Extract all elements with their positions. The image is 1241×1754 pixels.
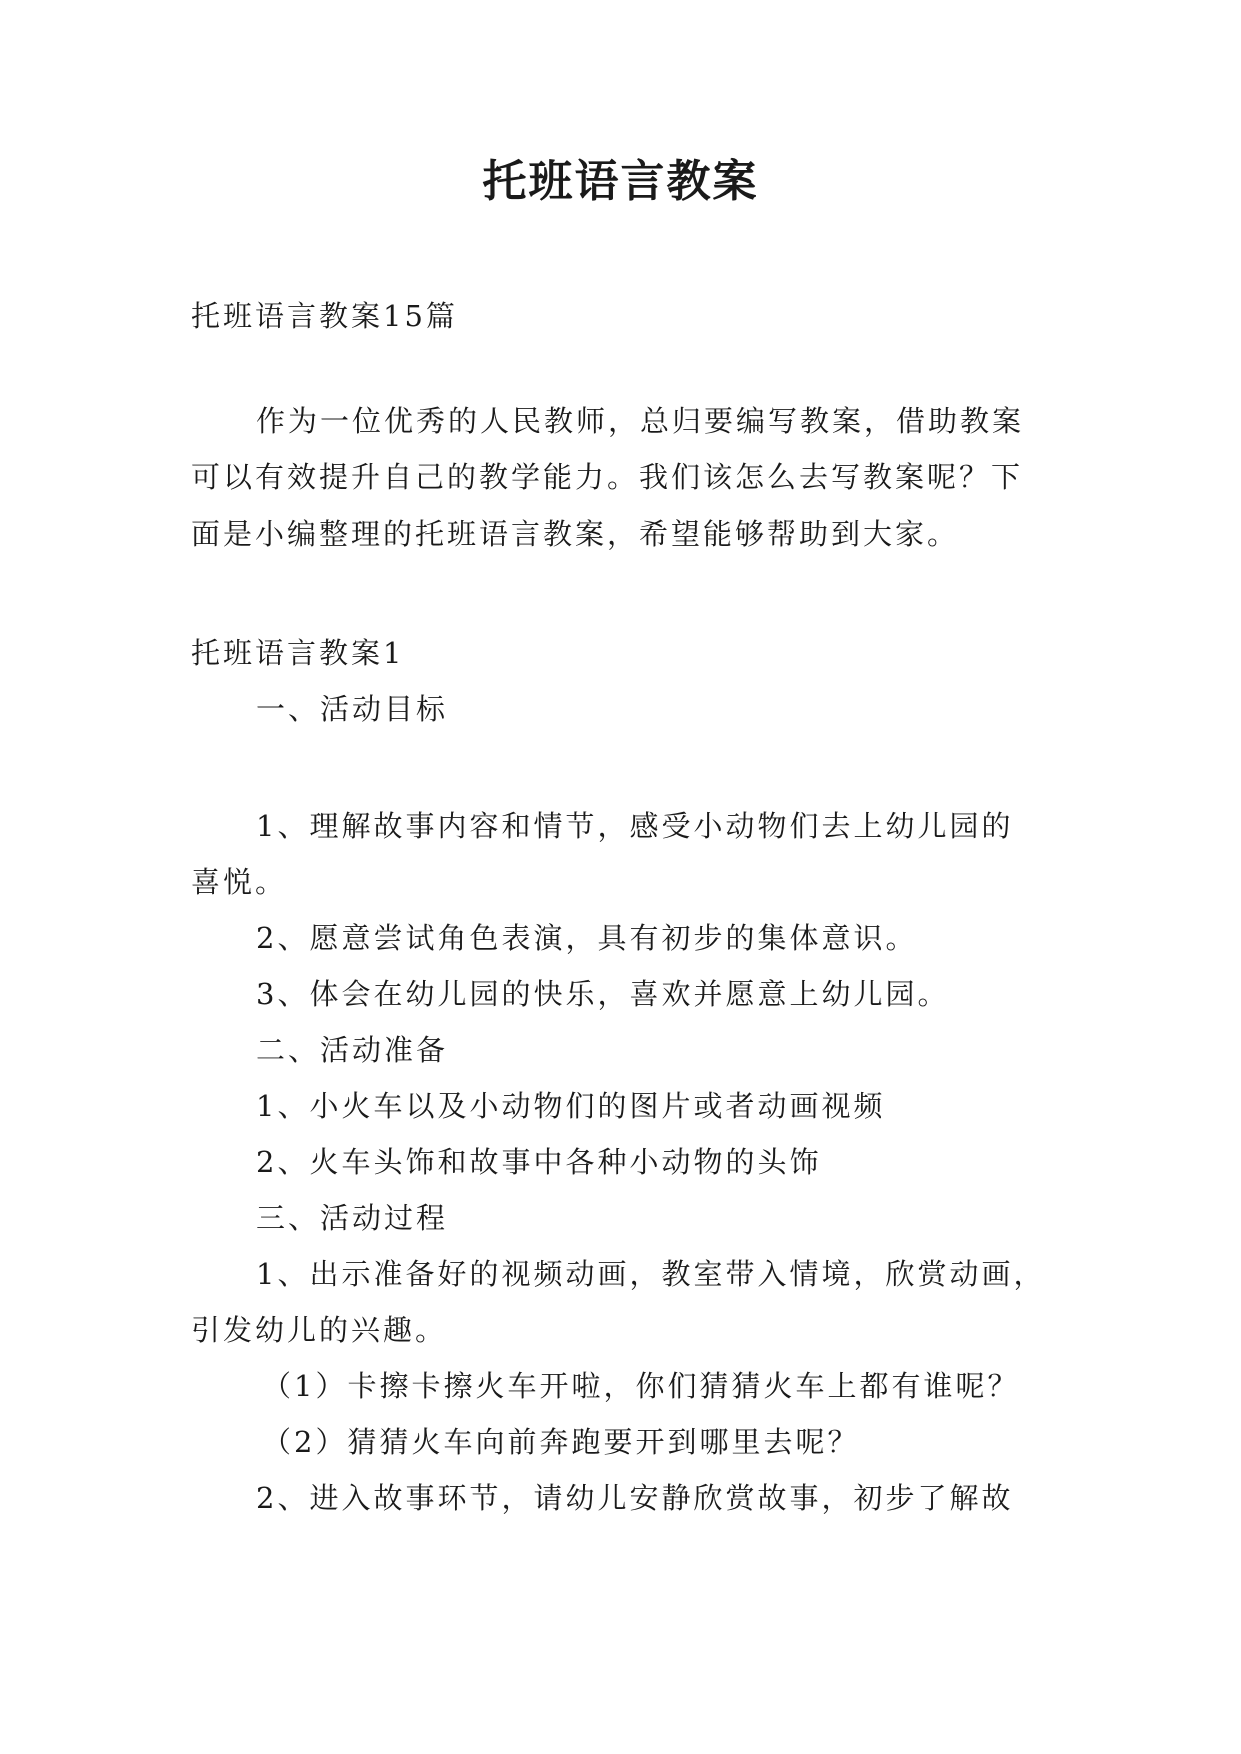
document-title: 托班语言教案 [482,156,759,207]
goal-item-3: 3、体会在幼儿园的快乐，喜欢并愿意上幼儿园。 [256,977,950,1011]
prep-item-2: 2、火车头饰和故事中各种小动物的头饰 [256,1145,822,1179]
process-sub-item-2: （2）猜猜火车向前奔跑要开到哪里去呢？ [262,1425,860,1459]
process-item-1-cont: 引发幼儿的兴趣。 [191,1313,448,1347]
process-item-1: 1、出示准备好的视频动画，教室带入情境，欣赏动画， [256,1257,1046,1291]
goal-item-2: 2、愿意尝试角色表演，具有初步的集体意识。 [256,921,918,955]
process-sub-item-1: （1）卡擦卡擦火车开啦，你们猜猜火车上都有谁呢？ [262,1369,1020,1403]
section-heading: 托班语言教案1 [191,636,405,670]
process-item-2: 2、进入故事环节，请幼儿安静欣赏故事，初步了解故 [256,1481,1014,1515]
intro-line-1: 作为一位优秀的人民教师，总归要编写教案，借助教案 [256,404,1025,438]
intro-line-3: 面是小编整理的托班语言教案，希望能够帮助到大家。 [191,517,960,551]
goal-item-1-cont: 喜悦。 [191,865,288,899]
process-heading: 三、活动过程 [256,1201,449,1235]
document-subtitle: 托班语言教案15篇 [191,299,458,333]
goal-item-1: 1、理解故事内容和情节，感受小动物们去上幼儿园的 [256,809,1014,843]
goal-heading: 一、活动目标 [256,692,449,726]
intro-line-2: 可以有效提升自己的教学能力。我们该怎么去写教案呢？下 [191,460,1024,494]
prep-item-1: 1、小火车以及小动物们的图片或者动画视频 [256,1089,886,1123]
prep-heading: 二、活动准备 [256,1033,449,1067]
